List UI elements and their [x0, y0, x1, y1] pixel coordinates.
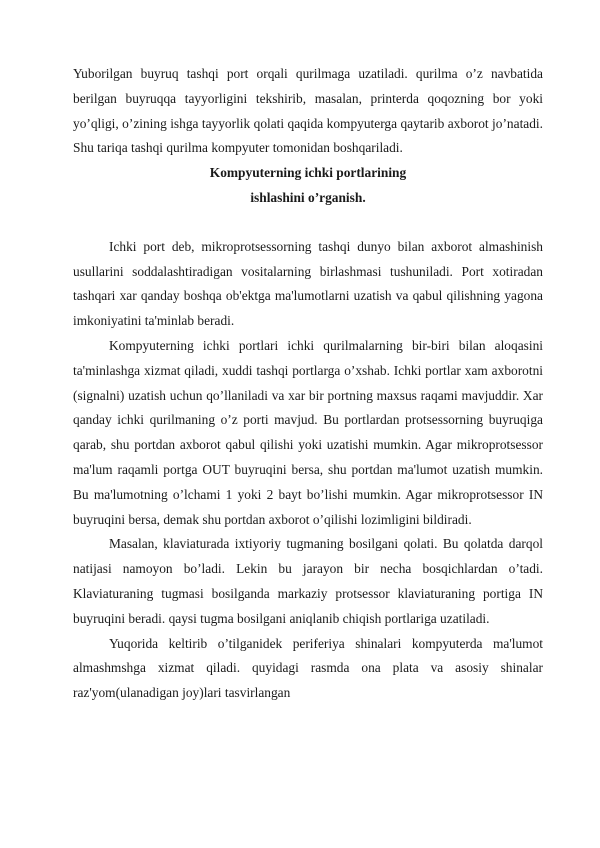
body-paragraph-4: Yuqorida keltirib o’tilganidek periferiya shinalari kompyuterda ma'lumot almashmshga xizmat qiladi. quyidagi rasmda ona plata va asosiy shinalar raz'yom(ulanadigan joy)lari tasvirlangan	[73, 635, 543, 701]
heading-line-2: ishlashini o’rganish.	[250, 189, 366, 205]
section-heading	[73, 161, 543, 211]
body-paragraph-3: Masalan, klaviaturada ixtiyoriy tugmaning bosilgani qolati. Bu qolatda darqol natijasi namoyon bo’ladi. Lekin bu jarayon bir necha bosqichlardan o’tadi. Klaviaturaning tugmasi bosilganda markaziy protsessor klaviaturaning portiga IN buyruqini beradi. qaysi tugma bosilgani aniqlanib chiqish portlariga uzatiladi.	[73, 536, 543, 626]
document-body	[73, 62, 543, 706]
body-paragraph-2: Kompyuterning ichki portlari ichki qurilmalarning bir-biri bilan aloqasini ta'minlashga xizmat qiladi, xuddi tashqi portlarga o’xshab. Ichki portlar xam axborotni (signalni) uzatish uchun qo’llaniladi va xar bir portning maxsus raqami mavjuddir. Xar qanday ichki qurilmaning o’z porti mavjud. Bu portlardan protsessorning buyruqiga qarab, shu portdan axborot qabul qilishi yoki uzatishi mumkin. Agar mikroprotsessor ma'lum raqamli portga OUT buyruqini bersa, shu portdan ma'lumot uzatish mumkin. Bu ma'lumotning o’lchami 1 yoki 2 bayt bo’lishi mumkin. Agar mikroprotsessor IN buyruqini bersa, demak shu portdan axborot o’qilishi lozimligini bildiradi.	[73, 337, 543, 527]
body-paragraph-1: Ichki port deb, mikroprotsessorning tashqi dunyo bilan axborot almashinish usullarini soddalashtiradigan vositalarning birlashmasi tushuniladi. Port xotiradan tashqari xar qanday boshqa ob'ektga ma'lumotlarni uzatish va qabul qilishning yagona imkoniyatini ta'minlab beradi.	[73, 238, 543, 329]
heading-line-1: Kompyuterning ichki portlarining	[209, 165, 407, 181]
intro-paragraph: Yuborilgan buyruq tashqi port orqali qurilmaga uzatiladi. qurilma o’z navbatida berilgan buyruqqa tayyorligini tekshirib, masalan, printerda qoqozning bor yoki yo’qligi, o’zining ishga tayyorlik qolati qaqida kompyuterga qaytarib axborot jo’natadi. Shu tariqa tashqi qurilma kompyuter tomonidan boshqariladi.	[73, 66, 543, 156]
